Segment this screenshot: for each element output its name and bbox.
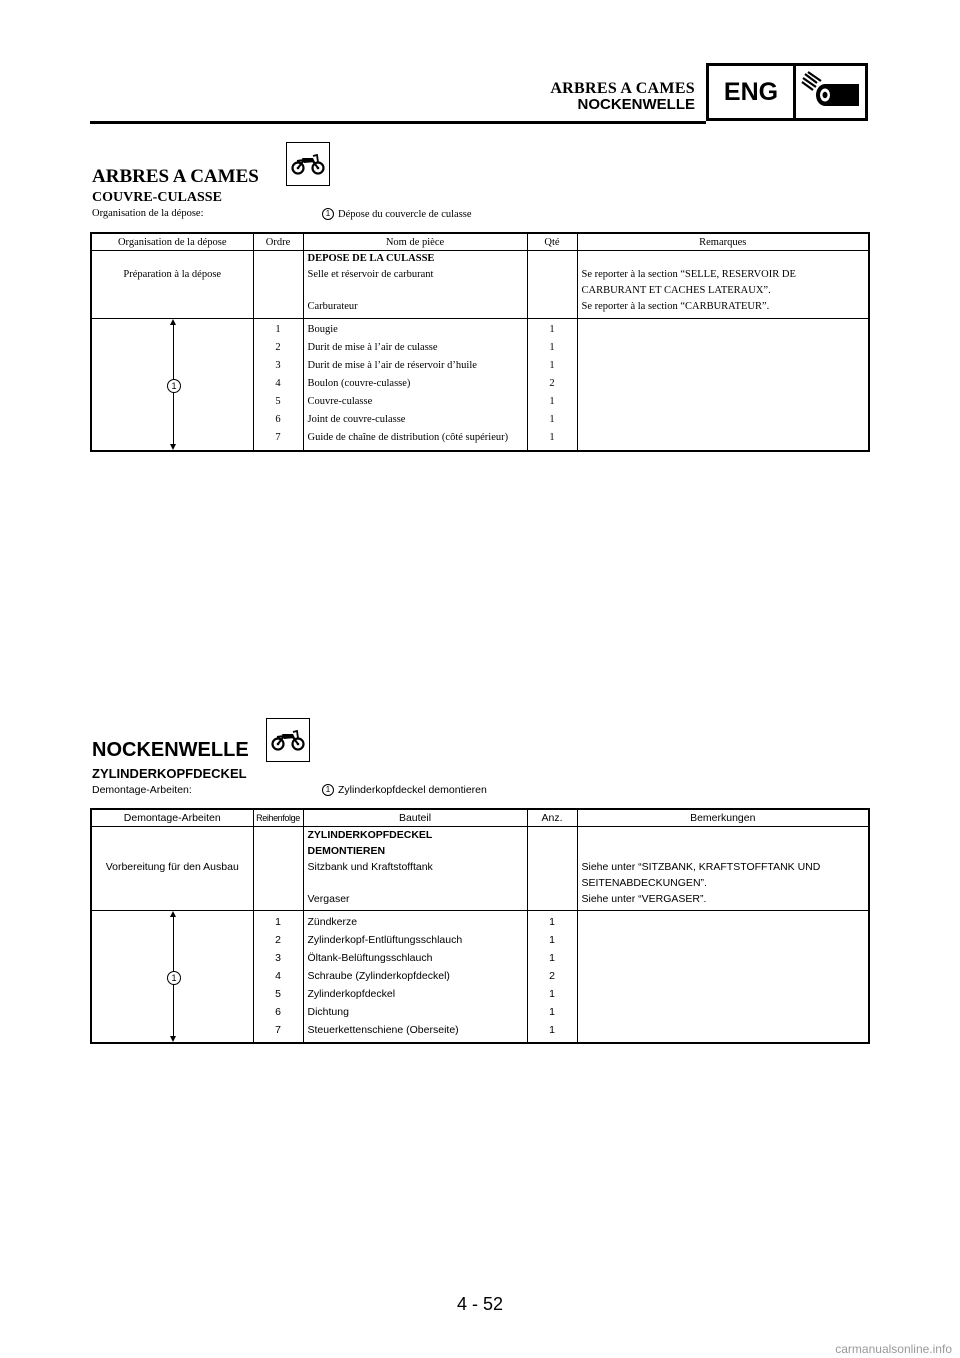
remark: Se reporter à la section “CARBURATEUR”. [577, 299, 869, 319]
column-header: Bauteil [303, 809, 527, 827]
table-row [91, 267, 869, 299]
group-label: 1 [167, 379, 181, 393]
table-row [91, 891, 869, 911]
camshaft-icon [796, 66, 865, 118]
remark: Se reporter à la section “SELLE, RESERVOIR DE CARBURANT ET CACHES LATERAUX”. [577, 267, 869, 299]
part-name: Carburateur [303, 299, 527, 319]
column-header: Remarques [577, 233, 869, 251]
motorcycle-icon [266, 718, 310, 762]
part-name: Sitzbank und Kraftstofftank [303, 859, 527, 891]
section-tab [706, 63, 868, 121]
header-title-fr: ARBRES A CAMES [550, 80, 695, 97]
page-number: 4 - 52 [456, 1294, 504, 1314]
org-label: Organisation de la dépose: [92, 208, 204, 219]
table-row: 3 Öltank-Belüftungsschlauch 1 [91, 948, 869, 966]
org-value: Zylinderkopfdeckel demontieren [338, 784, 487, 796]
part-name: Selle et réservoir de carburant [303, 267, 527, 299]
quantity: 1 [527, 319, 577, 339]
section-title-de: NOCKENWELLE [92, 739, 249, 761]
table-row [91, 911, 869, 931]
order: 1 [253, 319, 303, 339]
footer-watermark[interactable]: carmanualsonline.info [835, 1342, 952, 1356]
table-row: 4 Boulon (couvre-culasse) 2 [91, 374, 869, 392]
parts-table-de [90, 808, 870, 1044]
table-row [91, 827, 869, 860]
table-row: 6 Joint de couvre-culasse 1 [91, 410, 869, 428]
quantity: 1 [527, 911, 577, 931]
part-name: Zündkerze [303, 911, 527, 931]
part-name: Bougie [303, 319, 527, 339]
table-row [91, 251, 869, 268]
subtitle-de: ZYLINDERKOPFDECKEL [92, 766, 247, 781]
part-name: Vergaser [303, 891, 527, 911]
column-header: Qté [527, 233, 577, 251]
table-row: 2 Durit de mise à l’air de culasse 1 [91, 338, 869, 356]
parts-table-fr [90, 232, 870, 452]
table-header [91, 233, 869, 251]
subtitle-fr: COUVRE-CULASSE [92, 190, 222, 205]
table-row: 5 Zylinderkopfdeckel 1 [91, 984, 869, 1002]
table-row [91, 859, 869, 891]
column-header: Organisation de la dépose [91, 233, 253, 251]
prep-label: Préparation à la dépose [91, 267, 253, 299]
prep-label: Vorbereitung für den Ausbau [91, 859, 253, 891]
table-row: 6 Dichtung 1 [91, 1002, 869, 1020]
column-header: Reihenfolge [253, 809, 303, 827]
table-row [91, 299, 869, 319]
table-row: 7 Guide de chaîne de distribution (côté supérieur) 1 [91, 428, 869, 451]
group-arrow [91, 319, 253, 452]
remark: Siehe unter “SITZBANK, KRAFTSTOFFTANK UND SEITENABDECKUNGEN”. [577, 859, 869, 891]
header-title-de: NOCKENWELLE [577, 96, 695, 113]
table-row: 4 Schraube (Zylinderkopfdeckel) 2 [91, 966, 869, 984]
motorcycle-icon [286, 142, 330, 186]
column-header: Nom de pièce [303, 233, 527, 251]
org-value: Dépose du couvercle de culasse [338, 208, 472, 220]
remark: Siehe unter “VERGASER”. [577, 891, 869, 911]
table-row: 2 Zylinderkopf-Entlüftungsschlauch 1 [91, 930, 869, 948]
table-row: 3 Durit de mise à l’air de réservoir d’huile 1 [91, 356, 869, 374]
table-row: 5 Couvre-culasse 1 [91, 392, 869, 410]
section-code: ENG [709, 66, 796, 118]
prep-heading: DEPOSE DE LA CULASSE [303, 251, 527, 268]
column-header: Anz. [527, 809, 577, 827]
column-header: Demontage-Arbeiten [91, 809, 253, 827]
order: 1 [253, 911, 303, 931]
group-label: 1 [167, 971, 181, 985]
prep-heading: ZYLINDERKOPFDECKEL DEMONTIEREN [303, 827, 527, 860]
table-row: 7 Steuerkettenschiene (Oberseite) 1 [91, 1020, 869, 1043]
org-label: Demontage-Arbeiten: [92, 784, 192, 796]
header-rule [90, 121, 706, 124]
table-row [91, 319, 869, 339]
column-header: Bemerkungen [577, 809, 869, 827]
column-header: Ordre [253, 233, 303, 251]
circle-number: 1 [322, 784, 334, 796]
group-arrow [91, 911, 253, 1044]
table-header [91, 809, 869, 827]
circle-number: 1 [322, 208, 334, 220]
section-title-fr: ARBRES A CAMES [92, 166, 259, 187]
